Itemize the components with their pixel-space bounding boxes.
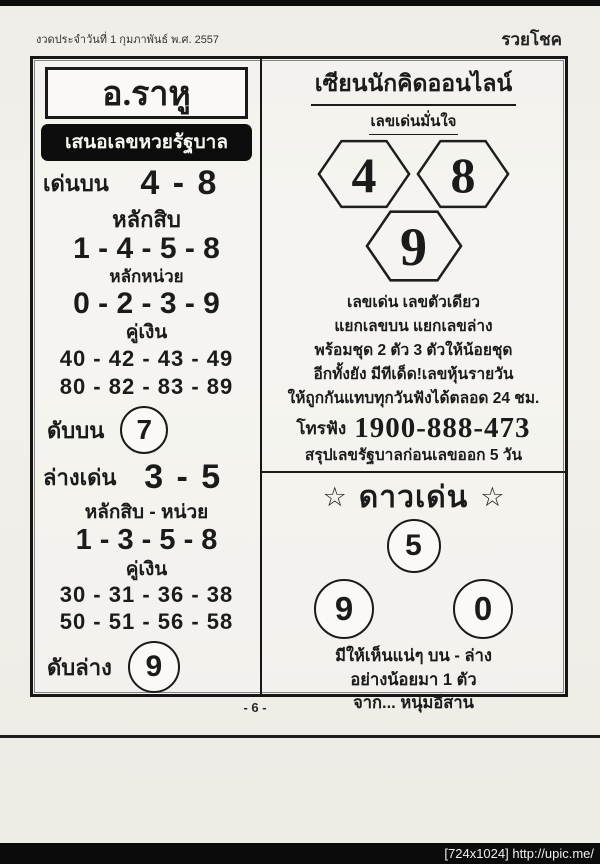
scan-top-edge <box>0 0 600 6</box>
units-digits: 0 - 2 - 3 - 9 <box>73 287 220 320</box>
hexagon-number-row <box>262 138 565 210</box>
pair-row: 40 - 42 - 43 - 49 <box>59 346 234 371</box>
promo-line: ให้ถูกกันแทบทุกวันฟังได้ตลอด 24 ชม. <box>287 390 540 407</box>
star-icon: ☆ <box>322 481 347 512</box>
units-heading: หลักหน่วย <box>109 267 184 286</box>
closing-line: จาก... หนุ่มอีสาน <box>353 694 474 712</box>
circled-number: 9 <box>314 579 374 639</box>
star-section-label: ดาวเด่น <box>358 480 469 514</box>
left-column <box>33 59 262 694</box>
dead-top-circle: 7 <box>120 406 168 454</box>
author-name-box: อ.ราหู <box>45 67 248 119</box>
top-pick-label: เด่นบน <box>43 171 109 196</box>
money-pair-heading: คู่เงิน <box>125 559 168 580</box>
summary-line: สรุปเลขรัฐบาลก่อนเลขออก 5 วัน <box>304 447 523 464</box>
right-column <box>262 59 565 712</box>
call-label: โทรฟัง <box>296 419 347 438</box>
magazine-title: รวยโชค <box>501 30 562 49</box>
circled-number: 0 <box>453 579 513 639</box>
circled-number: 5 <box>387 519 441 573</box>
main-frame <box>30 56 568 712</box>
tens-units-heading: หลักสิบ - หน่วย <box>84 502 209 523</box>
closing-line: มีให้เห็นแน่ๆ บน - ล่าง <box>335 647 492 665</box>
promo-line: อีกทั้งยัง มีทีเด็ด!เลขหุ้นรายวัน <box>313 366 514 383</box>
bottom-pick-label: ล่างเด่น <box>43 465 117 490</box>
star-number-pair <box>314 579 513 639</box>
promo-line: แยกเลขบน แยกเลขล่าง <box>334 318 493 335</box>
confident-numbers-subtitle: เลขเด่นมั่นใจ <box>369 109 459 135</box>
star-number-top <box>262 519 565 573</box>
dead-top-label: ดับบน <box>47 417 105 443</box>
promo-text-block <box>262 291 565 411</box>
scan-bottom-rule <box>0 735 600 738</box>
dead-bottom-row <box>33 642 260 692</box>
dead-bottom-label: ดับล่าง <box>47 654 112 680</box>
dead-top-row <box>33 405 260 455</box>
hexagon-number: 9 <box>365 208 463 284</box>
star-icon: ☆ <box>480 481 505 512</box>
closing-line: อย่างน้อยมา 1 ตัว <box>350 670 477 689</box>
dead-bottom-circle: 9 <box>128 641 180 693</box>
watermark-bar <box>0 843 600 864</box>
promo-line: เลขเด่น เลขตัวเดียว <box>347 294 480 311</box>
hexagon-number: 4 <box>317 138 411 210</box>
tens-heading: หลักสิบ <box>112 207 181 232</box>
phone-row <box>262 411 565 446</box>
tens-digits: 1 - 4 - 5 - 8 <box>73 232 220 265</box>
pair-row: 50 - 51 - 56 - 58 <box>59 609 234 634</box>
top-pick-row <box>33 161 260 206</box>
phone-number: 1900-888-473 <box>354 412 531 444</box>
issue-date: งวดประจำวันที่ 1 กุมภาพันธ์ พ.ศ. 2557 <box>36 34 220 46</box>
top-pick-value: 4 - 8 <box>140 164 219 202</box>
government-lottery-banner: เสนอเลขหวยรัฐบาล <box>41 124 252 161</box>
pair-row: 30 - 31 - 36 - 38 <box>59 582 234 607</box>
hexagon-number: 8 <box>416 138 510 210</box>
online-thinker-title: เซียนนักคิดออนไลน์ <box>311 66 516 106</box>
bottom-pick-value: 3 - 5 <box>144 458 223 496</box>
promo-line: พร้อมชุด 2 ตัว 3 ตัวให้น้อยชุด <box>314 342 513 359</box>
watermark-text: [724x1024] http://upic.me/ <box>444 846 594 861</box>
pair-row: 80 - 82 - 83 - 89 <box>59 374 234 399</box>
bottom-pick-row <box>33 455 260 500</box>
money-pair-heading: คู่เงิน <box>125 322 168 343</box>
tens-units-digits: 1 - 3 - 5 - 8 <box>75 524 218 556</box>
star-section-title <box>262 478 565 516</box>
page-number: - 6 - <box>243 700 267 715</box>
